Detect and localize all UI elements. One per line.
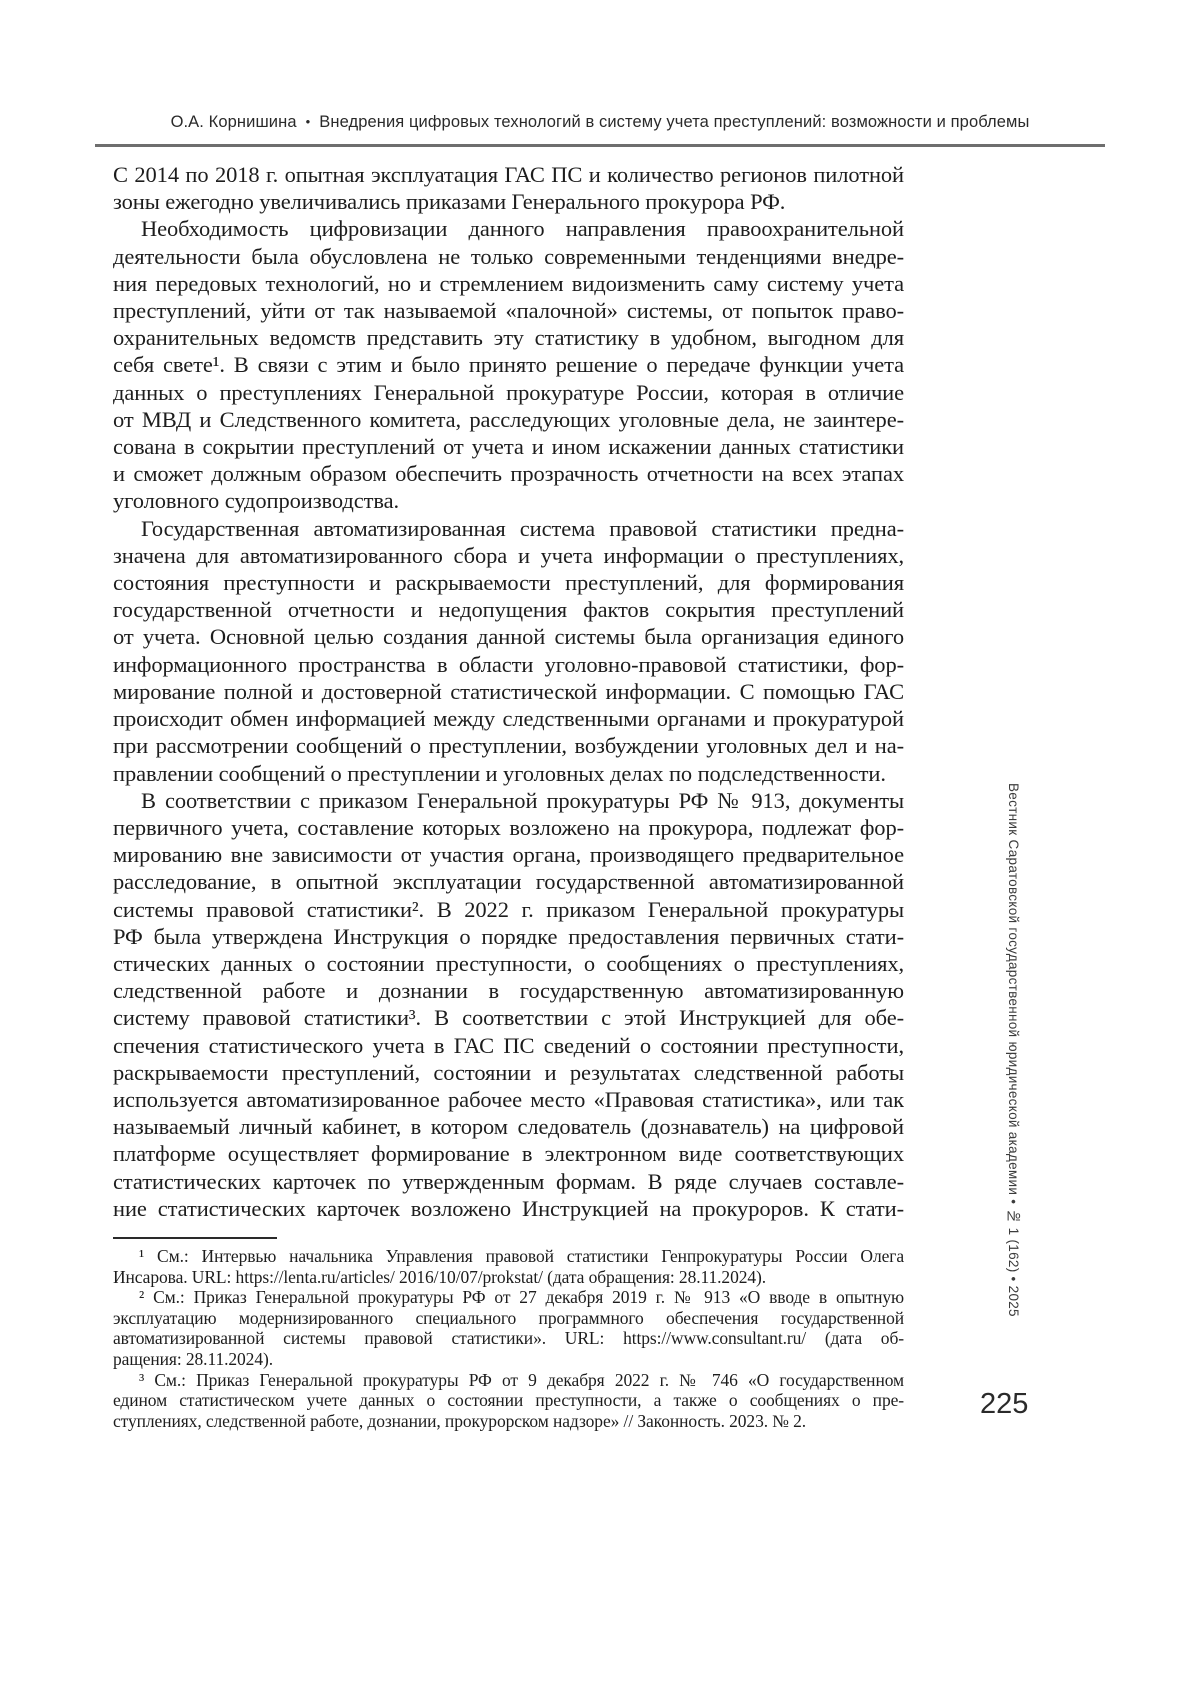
text-line: РФ была утверждена Инструкция о порядке предоставления первичных стати- — [113, 923, 904, 949]
text-line: состояния преступности и раскрываемости преступлений, для формирования — [113, 570, 904, 596]
text-line: от МВД и Следственного комитета, расследующих уголовные дела, не заинтере- — [113, 406, 904, 432]
text-line: ³ См.: Приказ Генеральной прокуратуры РФ от 9 декабря 2022 г. № 746 «О государственном — [139, 1369, 904, 1390]
text-line: первичного учета, составление которых возложено на прокурора, подлежат фор- — [113, 814, 904, 840]
text-line: значена для автоматизированного сбора и учета информации о преступлениях, — [113, 542, 904, 568]
text-line: данных о преступлениях Генеральной прокуратуре России, которая в отличие — [113, 379, 904, 405]
text-line: происходит обмен информацией между следственными органами и прокуратурой — [113, 706, 904, 732]
text-line: В соответствии с приказом Генеральной прокуратуры РФ № 913, документы — [141, 787, 904, 813]
text-line: охранительных ведомств представить эту статистику в удобном, выгодном для — [113, 325, 904, 351]
text-line: стических данных о состоянии преступности, о сообщениях о преступлениях, — [113, 950, 904, 976]
body-paragraph — [113, 515, 904, 787]
text-line: от учета. Основной целью создания данной системы была организация единого — [113, 624, 904, 650]
header-article-title: Внедрения цифровых технологий в систему учета преступлений: возможности и проблемы — [319, 113, 1030, 131]
text-line: автоматизированной системы правовой статистики». URL: https://www.consultant.ru/ (дата об- — [113, 1328, 904, 1349]
text-line: информационного пространства в области уголовно-правовой статистики, фор- — [113, 651, 904, 677]
text-line: раскрываемости преступлений, состоянии и результатах следственной работы — [113, 1059, 904, 1085]
text-line: уголовного судопроизводства. — [113, 488, 399, 514]
footnote-1 — [113, 1246, 904, 1287]
text-line: ¹ См.: Интервью начальника Управления правовой статистики Генпрокуратуры России Олега — [139, 1246, 904, 1266]
text-line: ² См.: Приказ Генеральной прокуратуры РФ от 27 декабря 2019 г. № 913 «О вводе в опытную — [139, 1287, 904, 1308]
text-line: системы правовой статистики². В 2022 г. приказом Генеральной прокуратуры — [113, 896, 904, 922]
text-line: Государственная автоматизированная система правовой статистики предна- — [141, 515, 904, 541]
text-line: деятельности была обусловлена не только современными тенденциями внедре- — [113, 243, 904, 269]
article-body — [113, 161, 904, 1222]
footnotes-block — [113, 1246, 904, 1431]
text-line: называемый личный кабинет, в котором следователь (дознаватель) на цифровой — [113, 1114, 904, 1140]
text-line: государственной отчетности и недопущения фактов сокрытия преступлений — [113, 597, 904, 623]
text-line: спечения статистического учета в ГАС ПС сведений о состоянии преступности, — [113, 1032, 904, 1058]
text-line: эксплуатацию модернизированного специального программного обеспечения государственной — [113, 1307, 904, 1328]
footnote-3 — [113, 1370, 904, 1432]
text-line: Необходимость цифровизации данного направления правоохранительной — [141, 216, 904, 242]
text-line: С 2014 по 2018 г. опытная эксплуатация ГАС ПС и количество регионов пилотной — [113, 162, 904, 187]
text-line: расследование, в опытной эксплуатации государственной автоматизированной — [113, 869, 904, 895]
text-line: и сможет должным образом обеспечить прозрачность отчетности на всех этапах — [113, 461, 904, 487]
text-line: мированию вне зависимости от участия органа, производящего предварительное — [113, 842, 904, 868]
text-line: используется автоматизированное рабочее место «Правовая статистика», или так — [113, 1087, 904, 1112]
text-line: при рассмотрении сообщений о преступлении, возбуждении уголовных дел и на- — [113, 733, 904, 759]
text-line: едином статистическом учете данных о состоянии преступности, а также о сообщениях о пре- — [113, 1390, 904, 1411]
text-line: статистических карточек по утвержденным формам. В ряде случаев составле- — [113, 1168, 904, 1194]
body-paragraph — [113, 787, 904, 1222]
text-line: правлении сообщений о преступлении и уголовных делах по подследственности. — [113, 760, 886, 786]
text-line: следственной работе и дознании в государственную автоматизированную — [113, 978, 904, 1004]
text-line: мирование полной и достоверной статистической информации. С помощью ГАС — [113, 678, 904, 704]
text-line: сована в сокрытии преступлений от учета и ином искажении данных статистики — [113, 434, 904, 460]
text-line: ния передовых технологий, но и стремлением видоизменить саму систему учета — [113, 270, 904, 296]
running-header — [95, 113, 1105, 132]
body-paragraph — [113, 161, 904, 215]
page-number: 225 — [980, 1388, 1029, 1420]
text-line: платформе осуществляет формирование в электронном виде соответствующих — [113, 1141, 904, 1167]
header-bullet-separator: • — [305, 114, 311, 129]
text-line: систему правовой статистики³. В соответствии с этой Инструкцией для обе- — [113, 1005, 904, 1031]
text-line: ращения: 28.11.2024). — [113, 1348, 273, 1369]
text-line: ние статистических карточек возложено Инструкцией на прокуроров. К стати- — [113, 1195, 904, 1221]
text-line: Инсарова. URL: https://lenta.ru/articles/ 2016/10/07/prokstat/ (дата обращения: 28.11.2024). — [113, 1266, 767, 1287]
footnote-separator — [113, 1237, 277, 1239]
text-line: зоны ежегодно увеличивались приказами Генерального прокурора РФ. — [113, 189, 786, 215]
text-line: преступлений, уйти от так называемой «палочной» системы, от попыток право- — [113, 298, 904, 324]
header-rule-divider — [95, 144, 1105, 147]
body-paragraph — [113, 215, 904, 514]
footnote-2 — [113, 1287, 904, 1369]
journal-info-vertical: Вестник Саратовской государственной юридической академии • № 1 (162) • 2025 — [1006, 783, 1021, 1317]
text-line: себя свете¹. В связи с этим и было принято решение о передаче функции учета — [113, 352, 904, 378]
text-line: ступлениях, следственной работе, дознании, прокурорском надзоре» // Законность. 2023. № 2. — [113, 1410, 807, 1431]
header-author: О.А. Корнишина — [170, 113, 297, 131]
